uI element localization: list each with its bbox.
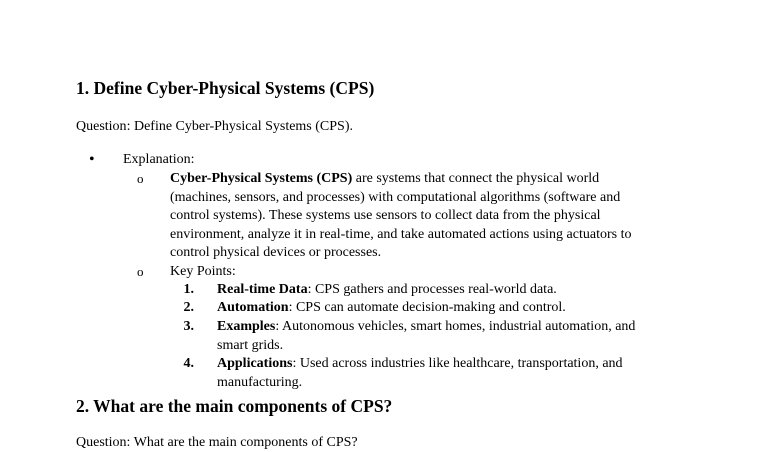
section-1-question — [76, 118, 353, 136]
bullet-dot-icon: • — [89, 151, 95, 168]
section-1-heading: 1. Define Cyber-Physical Systems (CPS) — [76, 78, 375, 98]
definition-line-2: (machines, sensors, and processes) with computational algorithms (software and — [170, 189, 621, 205]
bullet-circle-icon: o — [137, 171, 144, 186]
definition-line-4: environment, analyze it in real-time, and take automated actions using actuators to — [170, 226, 632, 242]
question-text: : Define Cyber-Physical Systems (CPS). — [126, 119, 353, 134]
list-item-term: Real-time Data — [217, 282, 308, 297]
definition-line-3: control systems). These systems use sensors to collect data from the physical — [170, 208, 601, 224]
definition-line-5: control physical devices or processes. — [170, 245, 382, 261]
list-item-number: 4. — [183, 356, 194, 371]
list-item-text: : CPS gathers and processes real-world data. — [307, 282, 557, 297]
list-item-text: : Autonomous vehicles, smart homes, industrial automation, and — [275, 319, 636, 334]
list-item-text-continued: smart grids. — [217, 337, 284, 353]
explanation-item — [123, 151, 195, 169]
list-item-text: : CPS can automate decision-making and control. — [288, 300, 566, 315]
section-2-heading: 2. What are the main components of CPS? — [76, 396, 393, 416]
bullet-circle-icon: o — [137, 264, 144, 279]
list-item — [217, 318, 635, 355]
definition-text-1: are systems that connect the physical world — [352, 171, 600, 186]
list-item-number: 3. — [183, 319, 194, 334]
key-points-label: Key Points: — [170, 264, 236, 279]
explanation-colon: : — [190, 152, 195, 167]
list-item-number: 2. — [183, 300, 194, 315]
list-item — [217, 355, 623, 392]
section-2-question: Question: What are the main components of CPS? — [76, 435, 358, 450]
list-item-text: : Used across industries like healthcare, transportation, and — [292, 356, 623, 371]
list-item-text-continued: manufacturing. — [217, 374, 303, 390]
explanation-label: Explanation — [123, 152, 191, 167]
list-item-term: Applications — [217, 356, 293, 371]
list-item-number: 1. — [183, 282, 194, 297]
definition-line-1 — [170, 170, 631, 189]
definition-term: Cyber-Physical Systems (CPS) — [170, 171, 353, 186]
list-item-term: Examples — [217, 319, 276, 334]
list-item-term: Automation — [217, 300, 289, 315]
list-item — [217, 299, 566, 318]
question-label: Question — [76, 119, 127, 134]
list-item — [217, 281, 557, 300]
definition-paragraph — [170, 170, 631, 263]
